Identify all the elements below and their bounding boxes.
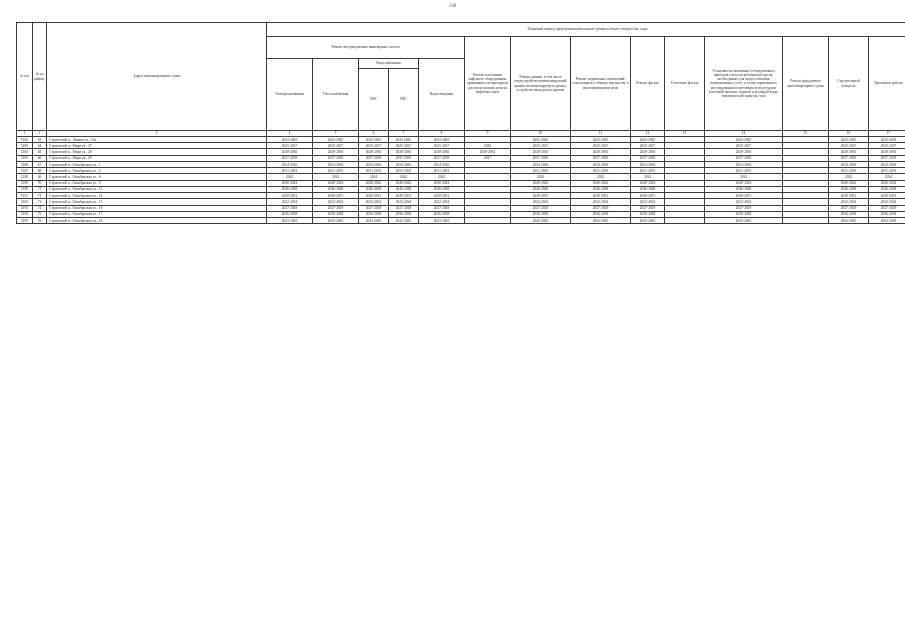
period-cell: 2046-2048 (511, 186, 571, 192)
period-cell: 2043-2045 (829, 218, 869, 224)
period-cell: 2043-2045 (419, 137, 465, 143)
column-number: 11 (571, 131, 631, 137)
column-number: 7 (389, 131, 419, 137)
address-cell: Строителей п., Мира ул., 29 (47, 155, 267, 161)
period-cell: 2037 (465, 155, 511, 161)
period-cell: 2022-2024 (267, 199, 313, 205)
period-cell: 2037-2039 (267, 155, 313, 161)
index-cell: 68 (33, 168, 47, 174)
period-cell: 2037-2039 (571, 155, 631, 161)
period-cell: 2025-2027 (389, 143, 419, 149)
period-cell: 2025-2027 (359, 143, 389, 149)
period-cell (665, 218, 705, 224)
period-cell: 2040-2042 (359, 180, 389, 186)
period-cell: 2043-2045 (631, 137, 665, 143)
header-internal-systems: Ремонт внутридомовых инженерных систем (267, 37, 465, 59)
column-number: 1 (17, 131, 33, 137)
period-cell: 2027-2029 (631, 205, 665, 211)
period-cell: 2027-2029 (359, 205, 389, 211)
period-cell: 2037-2039 (829, 155, 869, 161)
address-cell: Строителей п., Октябрьская ул., 13 (47, 186, 267, 192)
period-cell: 2046-2048 (419, 186, 465, 192)
column-number: 2 (33, 131, 47, 137)
address-cell: Строителей п., Октябрьская ул., 14 (47, 193, 267, 199)
column-number: 16 (829, 131, 869, 137)
column-number: 6 (359, 131, 389, 137)
period-cell: 2036-2038 (705, 211, 783, 217)
period-cell: 2040-2042 (705, 180, 783, 186)
period-cell: 2028-2030 (705, 149, 783, 155)
index-cell: 5193 (17, 205, 33, 211)
period-cell: 2034-2036 (869, 161, 905, 167)
index-cell: 5188 (17, 174, 33, 180)
page-number: 148 (448, 4, 457, 9)
period-cell: 2043-2045 (511, 218, 571, 224)
period-cell: 2036-2038 (511, 211, 571, 217)
period-cell: 2034-2036 (419, 161, 465, 167)
address-cell: Строителей п., Октябрьская ул., 1 (47, 161, 267, 167)
period-cell: 2049-2051 (313, 193, 359, 199)
period-cell: 2046-2048 (571, 186, 631, 192)
period-cell: 2031-2033 (571, 168, 631, 174)
index-cell: 5192 (17, 199, 33, 205)
period-cell: 2036-2038 (419, 211, 465, 217)
index-cell: 64 (33, 143, 47, 149)
column-number: 15 (783, 131, 829, 137)
period-cell: 2027-2029 (511, 205, 571, 211)
index-cell: 5187 (17, 168, 33, 174)
period-cell: 2040-2042 (571, 180, 631, 186)
period-cell: 2037-2039 (631, 155, 665, 161)
period-cell: 2025-2027 (869, 143, 905, 149)
column-number: 8 (419, 131, 465, 137)
period-cell: 2037-2039 (511, 155, 571, 161)
period-cell: 2034-2036 (389, 161, 419, 167)
period-cell: 2027-2029 (869, 205, 905, 211)
period-cell: 2027-2029 (419, 205, 465, 211)
index-cell: 74 (33, 205, 47, 211)
period-cell (465, 218, 511, 224)
header-sewerage: Водоотведения (419, 59, 465, 131)
header-address: Адрес многоквартирного дома (47, 23, 267, 131)
period-cell: 2036-2038 (389, 211, 419, 217)
period-cell: 2031-2033 (631, 168, 665, 174)
period-cell: 2028-2030 (869, 149, 905, 155)
period-cell: 2027-2029 (705, 205, 783, 211)
period-cell: 2037-2039 (359, 155, 389, 161)
header-meters: Установка коллективных (общедомовых) приборов учета потребления ресурсов, необходимых для предоставления коммунальных услуг, и узлов управления и регулирования потребления этих ресурсов (тепловой энергии, горячей и холодной воды, электрической энергии, газа) (705, 37, 783, 131)
address-cell: Строителей п., Октябрьская ул., 16 (47, 205, 267, 211)
period-cell: 2034-2036 (267, 161, 313, 167)
period-cell: 2024 (267, 174, 313, 180)
address-cell: Строителей п., Мира ул., 28 (47, 149, 267, 155)
period-cell: 2043-2045 (267, 137, 313, 143)
column-number: 14 (705, 131, 783, 137)
column-number: 10 (511, 131, 571, 137)
header-hot-water: ГВС (389, 69, 419, 131)
period-cell: 2040-2042 (419, 180, 465, 186)
period-cell: 2040-2042 (869, 180, 905, 186)
period-cell: 2028-2030 (267, 149, 313, 155)
period-cell: 2036-2038 (359, 211, 389, 217)
header-district-number: № по району (33, 23, 47, 131)
period-cell: 2036-2038 (829, 211, 869, 217)
period-cell: 2046-2048 (389, 186, 419, 192)
index-cell: 71 (33, 186, 47, 192)
period-cell (783, 218, 829, 224)
period-cell: 2034-2036 (829, 161, 869, 167)
period-cell: 2031-2033 (511, 168, 571, 174)
period-cell: 2031-2033 (313, 168, 359, 174)
period-cell: 2022-2024 (869, 199, 905, 205)
address-cell: Строителей п., Октябрьская ул., 9 (47, 180, 267, 186)
period-cell: 2025-2027 (419, 143, 465, 149)
period-cell: 2024 (705, 174, 783, 180)
period-cell: 2040-2042 (631, 180, 665, 186)
period-cell: 2028-2030 (359, 149, 389, 155)
period-cell: 2049-2051 (631, 193, 665, 199)
period-cell: 2025-2027 (313, 143, 359, 149)
period-cell: 2043-2045 (359, 137, 389, 143)
period-cell: 2043-2045 (705, 218, 783, 224)
period-cell: 2025-2027 (267, 143, 313, 149)
index-cell: 66 (33, 155, 47, 161)
index-cell: 73 (33, 199, 47, 205)
period-cell: 2031-2033 (705, 168, 783, 174)
index-cell: 75 (33, 211, 47, 217)
period-cell: 2049-2051 (705, 193, 783, 199)
period-cell: 2037-2039 (869, 155, 905, 161)
header-roof-repair: Ремонт крыши, в том числе переустройство невентилируемой крыши на вентилируемую крышу, устройство выходов на кровлю (511, 37, 571, 131)
period-cell: 2025-2027 (705, 143, 783, 149)
period-cell: 2022-2024 (705, 199, 783, 205)
period-cell: 2036-2038 (571, 211, 631, 217)
period-cell: 2025-2027 (829, 143, 869, 149)
period-cell: 2036-2038 (869, 211, 905, 217)
index-cell: 5195 (17, 218, 33, 224)
period-cell: 2034-2036 (313, 161, 359, 167)
index-cell: 5182 (17, 137, 33, 143)
period-cell: 2046-2048 (313, 186, 359, 192)
header-lift-repair: Ремонт или замена лифтового оборудования, признанного непригодным для эксплуатации, ремонт лифтовых шахт (465, 37, 511, 131)
index-cell: 5184 (17, 149, 33, 155)
period-cell: 2024 (829, 174, 869, 180)
period-cell: 2028-2030 (631, 149, 665, 155)
period-cell: 2049-2051 (359, 193, 389, 199)
header-design-works: Проектные работы (869, 37, 905, 131)
period-cell: 2024 (571, 174, 631, 180)
period-cell: 2046-2048 (267, 186, 313, 192)
header-facade-insulation: Утепление фасада (665, 37, 705, 131)
index-cell: 5190 (17, 186, 33, 192)
index-cell: 67 (33, 161, 47, 167)
period-cell: 2037-2039 (705, 155, 783, 161)
period-cell: 2028-2032 (465, 149, 511, 155)
address-cell: Строителей п., Октябрьская ул., 17 (47, 211, 267, 217)
period-cell: 2022-2024 (389, 199, 419, 205)
index-cell: 70 (33, 180, 47, 186)
index-cell: 72 (33, 193, 47, 199)
header-heat: Теплоснабжения (313, 59, 359, 131)
period-cell: 2043-2045 (571, 218, 631, 224)
period-cell: 2036-2038 (267, 211, 313, 217)
period-cell: 2049-2051 (419, 193, 465, 199)
period-cell: 2027-2029 (313, 205, 359, 211)
period-cell: 2027-2029 (829, 205, 869, 211)
period-cell: 2043-2045 (631, 218, 665, 224)
column-number: 12 (631, 131, 665, 137)
period-cell: 2028-2030 (389, 149, 419, 155)
index-cell: 5185 (17, 155, 33, 161)
period-cell: 2046-2048 (359, 186, 389, 192)
column-number: 13 (665, 131, 705, 137)
column-number: 17 (869, 131, 905, 137)
period-cell: 2040-2042 (389, 180, 419, 186)
period-cell: 2036-2038 (631, 211, 665, 217)
period-cell: 2043-2045 (869, 137, 905, 143)
period-cell: 2043-2045 (869, 218, 905, 224)
period-cell: 2031-2033 (829, 168, 869, 174)
period-cell: 2022-2024 (313, 199, 359, 205)
address-cell: Строителей п., Октябрьская ул., 15 (47, 199, 267, 205)
period-cell: 2036-2038 (313, 211, 359, 217)
period-cell: 2043-2045 (419, 218, 465, 224)
period-cell: 2028-2030 (419, 149, 465, 155)
period-cell: 2028-2030 (313, 149, 359, 155)
period-cell: 2024 (389, 174, 419, 180)
period-cell: 2049-2051 (267, 193, 313, 199)
index-cell: 63 (33, 137, 47, 143)
column-number: 5 (313, 131, 359, 137)
period-cell: 2037-2039 (389, 155, 419, 161)
period-cell: 2034-2036 (511, 161, 571, 167)
period-cell: 2043-2045 (313, 218, 359, 224)
period-cell: 2031-2033 (267, 168, 313, 174)
header-plan-title: Плановый период проведения капитального ремонта общего имущества, годы (267, 23, 905, 37)
period-cell: 2022-2024 (419, 199, 465, 205)
period-cell: 2046-2048 (631, 186, 665, 192)
table-row (17, 218, 905, 224)
period-cell: 2049-2051 (511, 193, 571, 199)
period-cell: 2034-2036 (705, 161, 783, 167)
period-cell: 2024 (869, 174, 905, 180)
header-index: № п/п (17, 23, 33, 131)
index-cell: 5189 (17, 180, 33, 186)
header-facade-repair: Ремонт фасада (631, 37, 665, 131)
header-water-supply: Водоснабжения (359, 59, 419, 69)
address-cell: Строителей п., Ленина ул., 10а (47, 137, 267, 143)
period-cell: 2028-2030 (571, 149, 631, 155)
header-basement-repair: Ремонт подвальных помещений, относящихся к общему имуществу в многоквартирном доме (571, 37, 631, 131)
header-construction-control: Строительный контроль (829, 37, 869, 131)
period-cell: 2028-2030 (829, 149, 869, 155)
period-cell: 2022-2024 (631, 199, 665, 205)
index-cell: 5183 (17, 143, 33, 149)
period-cell: 2025 (465, 143, 511, 149)
index-cell: 76 (33, 218, 47, 224)
header-foundation: Ремонт фундамента многоквартирного дома (783, 37, 829, 131)
period-cell: 2046-2048 (869, 186, 905, 192)
index-cell: 5194 (17, 211, 33, 217)
column-number: 4 (267, 131, 313, 137)
period-cell: 2022-2024 (829, 199, 869, 205)
period-cell: 2043-2045 (267, 218, 313, 224)
period-cell: 2049-2051 (389, 193, 419, 199)
index-cell: 65 (33, 149, 47, 155)
period-cell: 2034-2036 (631, 161, 665, 167)
period-cell: 2040-2042 (313, 180, 359, 186)
column-number: 9 (465, 131, 511, 137)
period-cell: 2043-2045 (313, 137, 359, 143)
period-cell: 2040-2042 (829, 180, 869, 186)
address-cell: Строителей п., Октябрьская ул., 6 (47, 174, 267, 180)
period-cell: 2022-2024 (511, 199, 571, 205)
period-cell: 2034-2036 (571, 161, 631, 167)
period-cell: 2043-2045 (389, 218, 419, 224)
period-cell: 2025-2027 (571, 143, 631, 149)
index-cell: 5191 (17, 193, 33, 199)
period-cell: 2031-2033 (869, 168, 905, 174)
address-cell: Строителей п., Октябрьская ул., 4 (47, 168, 267, 174)
period-cell: 2027-2029 (571, 205, 631, 211)
index-cell: 69 (33, 174, 47, 180)
header-electric: Электроснабжения (267, 59, 313, 131)
period-cell: 2024 (419, 174, 465, 180)
period-cell: 2043-2045 (571, 137, 631, 143)
period-cell: 2043-2045 (511, 137, 571, 143)
period-cell: 2049-2051 (869, 193, 905, 199)
period-cell: 2043-2045 (829, 137, 869, 143)
period-cell: 2022-2024 (359, 199, 389, 205)
period-cell: 2049-2051 (571, 193, 631, 199)
period-cell: 2027-2029 (389, 205, 419, 211)
header-cold-water: ХВС (359, 69, 389, 131)
period-cell: 2027-2029 (267, 205, 313, 211)
period-cell: 2037-2039 (313, 155, 359, 161)
period-cell: 2031-2033 (359, 168, 389, 174)
period-cell: 2037-2039 (419, 155, 465, 161)
period-cell: 2043-2045 (389, 137, 419, 143)
period-cell: 2046-2048 (829, 186, 869, 192)
period-cell: 2040-2042 (267, 180, 313, 186)
period-cell: 2025-2027 (511, 143, 571, 149)
address-cell: Строителей п., Октябрьская ул., 18 (47, 218, 267, 224)
period-cell: 2043-2045 (359, 218, 389, 224)
period-cell: 2022-2024 (571, 199, 631, 205)
period-cell: 2043-2045 (705, 137, 783, 143)
period-cell: 2031-2033 (389, 168, 419, 174)
table-body (17, 137, 905, 224)
period-cell: 2034-2036 (359, 161, 389, 167)
column-number: 3 (47, 131, 267, 137)
period-cell: 2024 (313, 174, 359, 180)
period-cell: 2028-2030 (511, 149, 571, 155)
capital-repair-plan-table (16, 22, 905, 224)
period-cell: 2040-2042 (511, 180, 571, 186)
period-cell: 2049-2051 (829, 193, 869, 199)
period-cell: 2031-2033 (419, 168, 465, 174)
period-cell: 2046-2048 (705, 186, 783, 192)
period-cell: 2025-2027 (631, 143, 665, 149)
address-cell: Строителей п., Мира ул., 27 (47, 143, 267, 149)
index-cell: 5186 (17, 161, 33, 167)
period-cell: 2024 (359, 174, 389, 180)
period-cell: 2024 (511, 174, 571, 180)
period-cell: 2024 (631, 174, 665, 180)
